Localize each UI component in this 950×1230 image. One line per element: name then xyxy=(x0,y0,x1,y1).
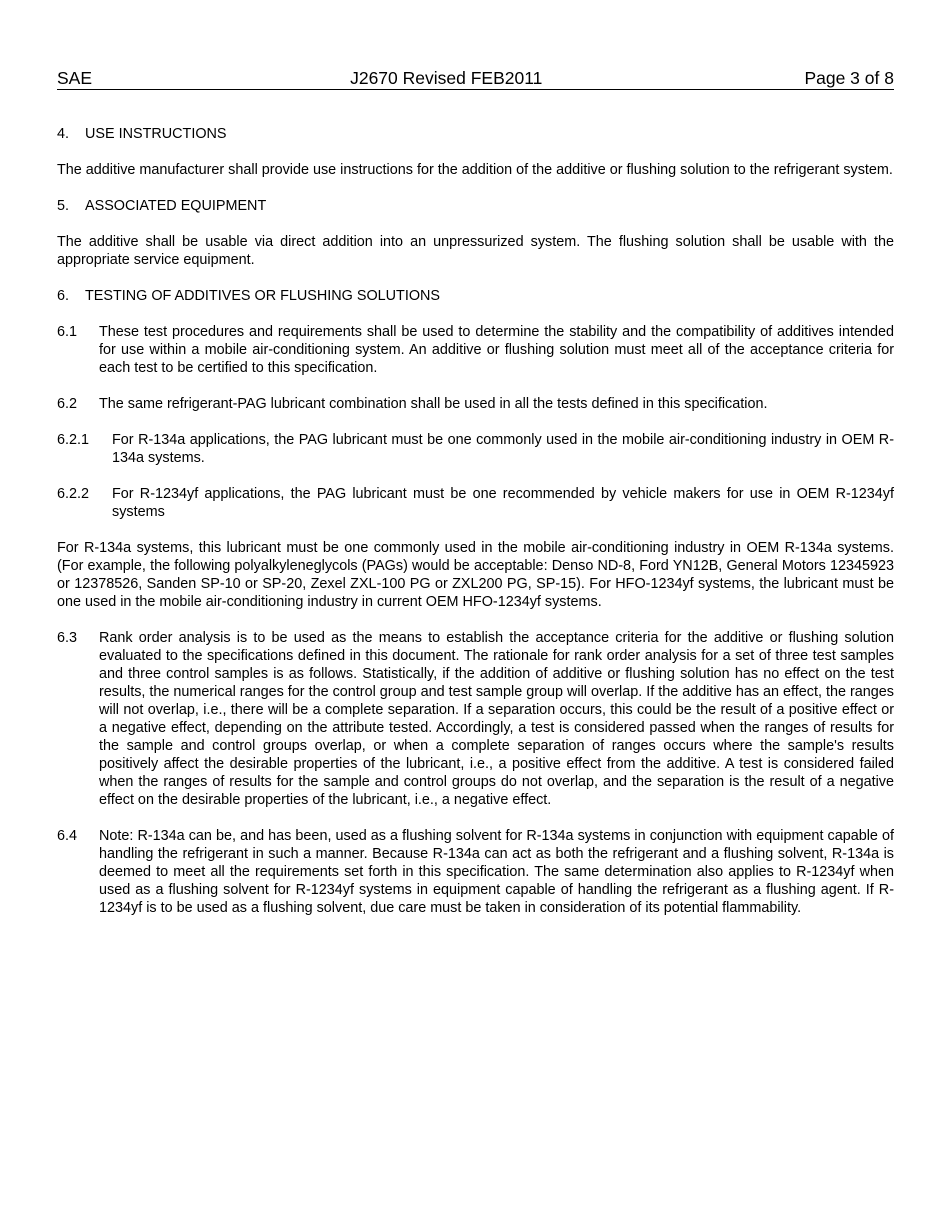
section-5-heading xyxy=(57,197,894,215)
clause-text: For R-134a applications, the PAG lubricant must be one commonly used in the mobile air-conditioning industry in OEM R-134a systems. xyxy=(112,432,894,466)
section-title: ASSOCIATED EQUIPMENT xyxy=(85,198,267,214)
section-title: USE INSTRUCTIONS xyxy=(85,126,227,142)
clause-number: 6.1 xyxy=(57,324,78,340)
clause-6-3 xyxy=(57,629,894,809)
clause-6-4 xyxy=(57,827,894,917)
clause-6-2-2 xyxy=(57,485,894,521)
header-org: SAE xyxy=(57,68,93,88)
clause-number: 6.4 xyxy=(57,828,78,844)
section-6-heading xyxy=(57,287,894,305)
clause-text: Note: R-134a can be, and has been, used as a flushing solvent for R-134a systems in conjunction with equipment capable of handling the refrigerant in such a manner. Because R-134a can act as both the refrigerant and a flushing solvent, R-134a is deemed to meet all the requirements set forth in this specification. The same determination also applies to R-1234yf when used as a flushing solvent for R-1234yf systems in equipment capable of handling the refrigerant as a flushing agent. If R-1234yf is to be used as a flushing solvent, due care must be taken in consideration of its potential flammability. xyxy=(99,828,894,916)
header-page-number: Page 3 of 8 xyxy=(804,68,894,88)
clause-number: 6.2.2 xyxy=(57,486,90,502)
lubricant-paragraph: For R-134a systems, this lubricant must be one commonly used in the mobile air-conditioning industry in OEM R-134a systems. (For example, the following polyalkyleneglycols (PAGs) would be acceptable: Denso ND-8, Ford YN12B, General Motors 12345923 or 12378526, Sanden SP-10 or SP-20, Zexel ZXL-100 PG or ZXL200 PG, SP-15). For HFO-1234yf systems, the lubricant must be one used in the mobile air-conditioning industry in current OEM HFO-1234yf systems. xyxy=(57,540,894,610)
clause-6-2 xyxy=(57,395,894,413)
section-4-heading xyxy=(57,125,894,143)
clause-6-1 xyxy=(57,323,894,377)
clause-number: 6.2 xyxy=(57,396,78,412)
clause-text: Rank order analysis is to be used as the means to establish the acceptance criteria for the additive or flushing solution evaluated to the specifications defined in this document. The rationale for rank order analysis for a set of three test samples and three control samples is as follows. Statistically, if the addition of additive or flushing solution has no effect on the test results, the numerical ranges for the control group and test sample group will overlap. If the additive has an effect, the ranges will not overlap, i.e., there will be a complete separation. If a separation occurs, this could be the result of a positive effect or a negative effect, depending on the attribute tested. Accordingly, a test is considered passed when the ranges of results for the sample and control groups overlap, or when a complete separation of ranges occurs where the sample's results positively affect the desirable properties of the lubricant, i.e., a positive effect from the additive. A test is considered failed when the ranges of results for the sample and control groups do not overlap, and the separation is the result of a negative effect on the desirable properties of the lubricant, i.e., a negative effect. xyxy=(99,630,894,808)
section-5-text: The additive shall be usable via direct addition into an unpressurized system. The flushing solution shall be usable with the appropriate service equipment. xyxy=(57,234,894,268)
clause-number: 6.3 xyxy=(57,630,78,646)
document-page xyxy=(57,68,894,917)
page-header xyxy=(57,68,894,90)
section-title: TESTING OF ADDITIVES OR FLUSHING SOLUTIONS xyxy=(85,288,441,304)
clause-text: For R-1234yf applications, the PAG lubricant must be one recommended by vehicle makers for use in OEM R-1234yf systems xyxy=(112,486,894,520)
document-body xyxy=(57,125,894,917)
header-document-id: J2670 Revised FEB2011 xyxy=(350,68,543,88)
clause-text: The same refrigerant-PAG lubricant combination shall be used in all the tests defined in this specification. xyxy=(99,396,768,412)
section-4-text: The additive manufacturer shall provide use instructions for the addition of the additive or flushing solution to the refrigerant system. xyxy=(57,162,893,178)
section-number: 6. xyxy=(57,288,70,304)
clause-number: 6.2.1 xyxy=(57,432,90,448)
section-number: 4. xyxy=(57,126,70,142)
clause-text: These test procedures and requirements shall be used to determine the stability and the compatibility of additives intended for use within a mobile air-conditioning system. An additive or flushing solution must meet all of the acceptance criteria for each test to be certified to this specification. xyxy=(99,324,894,376)
clause-6-2-1 xyxy=(57,431,894,467)
section-number: 5. xyxy=(57,198,70,214)
